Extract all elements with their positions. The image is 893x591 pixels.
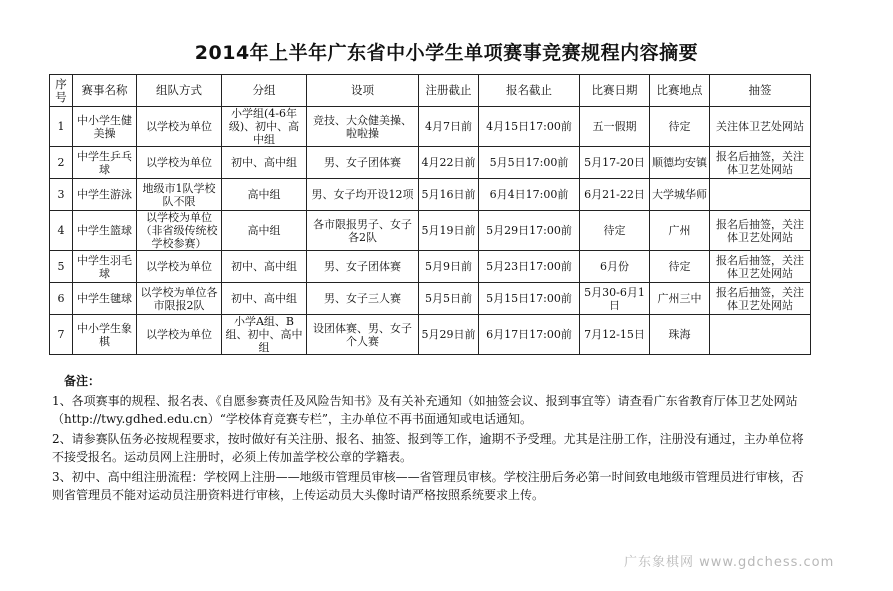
cell-event: 中学生羽毛球 <box>73 251 137 283</box>
header-draw: 抽签 <box>710 75 811 107</box>
header-event: 赛事名称 <box>73 75 137 107</box>
schedule-table <box>49 74 811 355</box>
cell-event: 中学生篮球 <box>73 211 137 251</box>
cell-index: 5 <box>50 251 73 283</box>
cell-signup-deadline: 4月15日17:00前 <box>479 107 580 147</box>
notes-heading: 备注： <box>64 374 101 388</box>
cell-index: 7 <box>50 315 73 355</box>
header-signup-deadline: 报名截止 <box>479 75 580 107</box>
header-team-mode: 组队方式 <box>137 75 222 107</box>
cell-group: 初中、高中组 <box>222 251 307 283</box>
header-register-deadline: 注册截止 <box>419 75 479 107</box>
table-header-row <box>50 75 811 107</box>
cell-team-mode: 以学校为单位 <box>137 315 222 355</box>
cell-event: 中小学生象棋 <box>73 315 137 355</box>
cell-team-mode: 以学校为单位 <box>137 147 222 179</box>
cell-items: 男、女子团体赛 <box>307 147 419 179</box>
cell-group: 初中、高中组 <box>222 147 307 179</box>
cell-team-mode: 以学校为单位（非省级传统校学校参赛） <box>137 211 222 251</box>
cell-index: 2 <box>50 147 73 179</box>
cell-venue: 珠海 <box>650 315 710 355</box>
cell-register-deadline: 5月9日前 <box>419 251 479 283</box>
cell-items: 各市限报男子、女子各2队 <box>307 211 419 251</box>
cell-event: 中小学生健美操 <box>73 107 137 147</box>
cell-event: 中学生游泳 <box>73 179 137 211</box>
cell-group: 小学A组、B组、初中、高中组 <box>222 315 307 355</box>
cell-match-date: 7月12-15日 <box>580 315 650 355</box>
cell-register-deadline: 4月22日前 <box>419 147 479 179</box>
table-row <box>50 107 811 147</box>
cell-draw <box>710 179 811 211</box>
cell-team-mode: 以学校为单位 <box>137 251 222 283</box>
cell-signup-deadline: 5月29日17:00前 <box>479 211 580 251</box>
cell-items: 男、女子均开设12项 <box>307 179 419 211</box>
cell-venue: 广州 <box>650 211 710 251</box>
table-row <box>50 147 811 179</box>
table-row <box>50 283 811 315</box>
header-items: 设项 <box>307 75 419 107</box>
cell-event: 中学生乒乓球 <box>73 147 137 179</box>
cell-venue: 广州三中 <box>650 283 710 315</box>
note-item: 1、各项赛事的规程、报名表、《自愿参赛责任及风险告知书》及有关补充通知（如抽签会议、报到事宜等）请查看广东省教育厅体卫艺处网站（http://twy.gdhed.edu.cn）“学校体育竞赛专栏”，主办单位不再书面通知或电话通知。 <box>52 394 798 426</box>
cell-index: 3 <box>50 179 73 211</box>
cell-team-mode: 以学校为单位各市限报2队 <box>137 283 222 315</box>
cell-venue: 待定 <box>650 107 710 147</box>
cell-register-deadline: 5月5日前 <box>419 283 479 315</box>
page-title: 2014年上半年广东省中小学生单项赛事竞赛规程内容摘要 <box>194 42 699 64</box>
notes-section <box>52 372 812 506</box>
table-row <box>50 179 811 211</box>
cell-venue: 大学城华师 <box>650 179 710 211</box>
table-row <box>50 315 811 355</box>
cell-group: 高中组 <box>222 179 307 211</box>
cell-match-date: 五一假期 <box>580 107 650 147</box>
cell-register-deadline: 5月16日前 <box>419 179 479 211</box>
cell-draw <box>710 315 811 355</box>
cell-signup-deadline: 5月5日17:00前 <box>479 147 580 179</box>
note-item: 3、初中、高中组注册流程：学校网上注册——地级市管理员审核——省管理员审核。学校注册后务必第一时间致电地级市管理员进行审核，否则省管理员不能对运动员注册资料进行审核，上传运动员大头像时请严格按照系统要求上传。 <box>52 470 804 502</box>
cell-index: 4 <box>50 211 73 251</box>
cell-items: 男、女子团体赛 <box>307 251 419 283</box>
cell-items: 竞技、大众健美操、啦啦操 <box>307 107 419 147</box>
cell-event: 中学生毽球 <box>73 283 137 315</box>
cell-group: 小学组(4-6年级)、初中、高中组 <box>222 107 307 147</box>
cell-match-date: 6月份 <box>580 251 650 283</box>
site-watermark: 广东象棋网 www.gdchess.com <box>624 555 835 570</box>
cell-signup-deadline: 6月17日17:00前 <box>479 315 580 355</box>
cell-match-date: 5月17-20日 <box>580 147 650 179</box>
cell-match-date: 6月21-22日 <box>580 179 650 211</box>
table-row <box>50 211 811 251</box>
cell-index: 6 <box>50 283 73 315</box>
cell-register-deadline: 5月19日前 <box>419 211 479 251</box>
cell-venue: 顺德均安镇 <box>650 147 710 179</box>
cell-draw: 报名后抽签，关注体卫艺处网站 <box>710 283 811 315</box>
cell-signup-deadline: 6月4日17:00前 <box>479 179 580 211</box>
cell-signup-deadline: 5月15日17:00前 <box>479 283 580 315</box>
table-row <box>50 251 811 283</box>
cell-index: 1 <box>50 107 73 147</box>
cell-group: 高中组 <box>222 211 307 251</box>
cell-items: 男、女子三人赛 <box>307 283 419 315</box>
header-group: 分组 <box>222 75 307 107</box>
cell-match-date: 待定 <box>580 211 650 251</box>
cell-signup-deadline: 5月23日17:00前 <box>479 251 580 283</box>
cell-team-mode: 地级市1队学校队不限 <box>137 179 222 211</box>
cell-draw: 报名后抽签，关注体卫艺处网站 <box>710 147 811 179</box>
cell-venue: 待定 <box>650 251 710 283</box>
cell-draw: 报名后抽签，关注体卫艺处网站 <box>710 211 811 251</box>
cell-group: 初中、高中组 <box>222 283 307 315</box>
cell-team-mode: 以学校为单位 <box>137 107 222 147</box>
cell-register-deadline: 5月29日前 <box>419 315 479 355</box>
cell-draw: 报名后抽签，关注体卫艺处网站 <box>710 251 811 283</box>
header-venue: 比赛地点 <box>650 75 710 107</box>
cell-match-date: 5月30-6月1日 <box>580 283 650 315</box>
note-item: 2、请参赛队伍务必按规程要求，按时做好有关注册、报名、抽签、报到等工作，逾期不予受理。尤其是注册工作，注册没有通过，主办单位将不接受报名。运动员网上注册时，必须上传加盖学校公章的学籍表。 <box>52 432 804 464</box>
header-index: 序号 <box>50 75 73 107</box>
header-match-date: 比赛日期 <box>580 75 650 107</box>
cell-items: 设团体赛、男、女子个人赛 <box>307 315 419 355</box>
cell-draw: 关注体卫艺处网站 <box>710 107 811 147</box>
cell-register-deadline: 4月7日前 <box>419 107 479 147</box>
